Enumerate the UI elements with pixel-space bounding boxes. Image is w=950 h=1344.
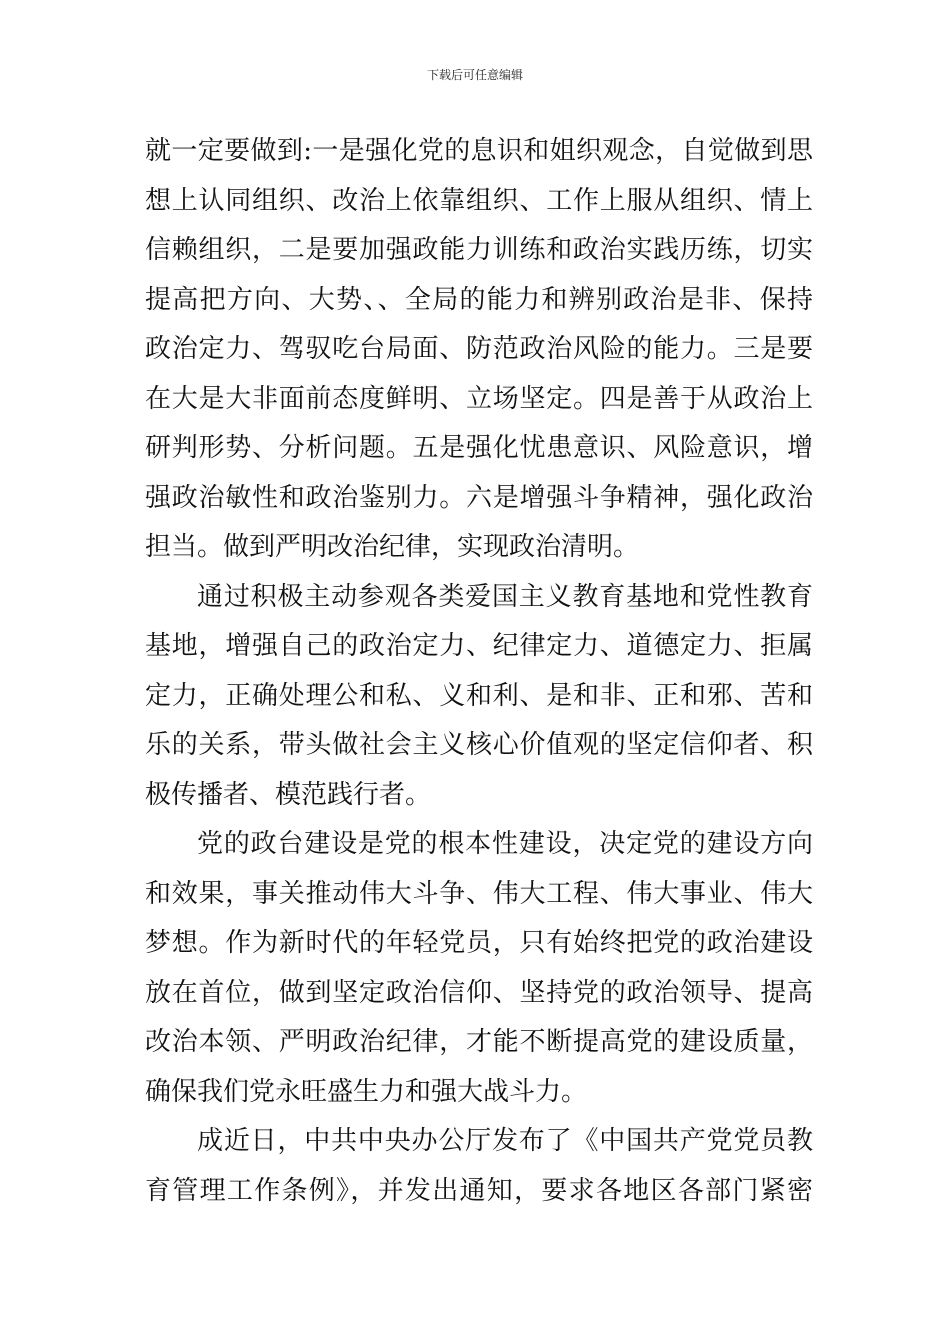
text-line: 极传播者、模范践行者。 <box>145 779 432 810</box>
text-line: 确保我们党永旺盛生力和强大战斗力。 <box>145 1076 588 1107</box>
text-line: 乐的关系，带头做社会主义核心价值观的坚定信仰者、积 <box>145 730 813 760</box>
page-header: 下载后可任意编辑 <box>426 68 523 82</box>
text-line: 成近日，中共中央办公厅发布了《中国共产党党员教 <box>197 1126 813 1156</box>
text-line: 梦想。作为新时代的年轻党员，只有始终把党的政治建设 <box>145 928 813 958</box>
body-text <box>145 127 813 1216</box>
text-line: 育管理工作条例》，并发出通知，要求各地区各部门紧密 <box>145 1175 813 1206</box>
text-line: 研判形势、分析问题。五是强化忧患意识、风险意识，增 <box>145 433 813 463</box>
text-line: 放在首位，做到坚定政治信仰、坚持党的政治领导、提高 <box>145 977 813 1008</box>
text-line: 基地，增强自己的政治定力、纪律定力、道德定力、拒属 <box>145 631 813 661</box>
text-line: 强政治敏性和政治鉴别力。六是增强斗争精神，强化政治 <box>145 482 813 513</box>
text-line: 提高把方向、大势、、全局的能力和辨别政治是非、保持 <box>145 284 813 315</box>
text-line: 党的政台建设是党的根本性建设，决定党的建设方向 <box>197 829 813 859</box>
text-line: 在大是大非面前态度鲜明、立场坚定。四是善于从政治上 <box>145 383 813 414</box>
text-line: 定力，正确处理公和私、义和利、是和非、正和邪、苦和 <box>145 680 813 711</box>
text-line: 通过积极主动参观各类爱国主义教育基地和党性教育 <box>197 581 813 612</box>
text-line: 担当。做到严明改治纪律，实现政治清明。 <box>145 532 640 562</box>
text-line: 和效果，事关推动伟大斗争、伟大工程、伟大事业、伟大 <box>145 878 813 909</box>
text-line: 想上认同组织、改治上依靠组织、工作上服从组织、情上 <box>145 185 813 216</box>
text-line: 改治本领、严明政治纪律，才能不断提高党的建设质量， <box>145 1027 813 1057</box>
text-line: 就一定要做到:一是强化党的息识和姐织观念，自觉做到思 <box>145 136 813 166</box>
text-line: 信赖组织，二是要加强政能力训练和政治实践历练，切实 <box>145 235 813 265</box>
text-line: 政治定力、驾驭吃台局面、防范政治风险的能力。三是要 <box>145 334 813 364</box>
